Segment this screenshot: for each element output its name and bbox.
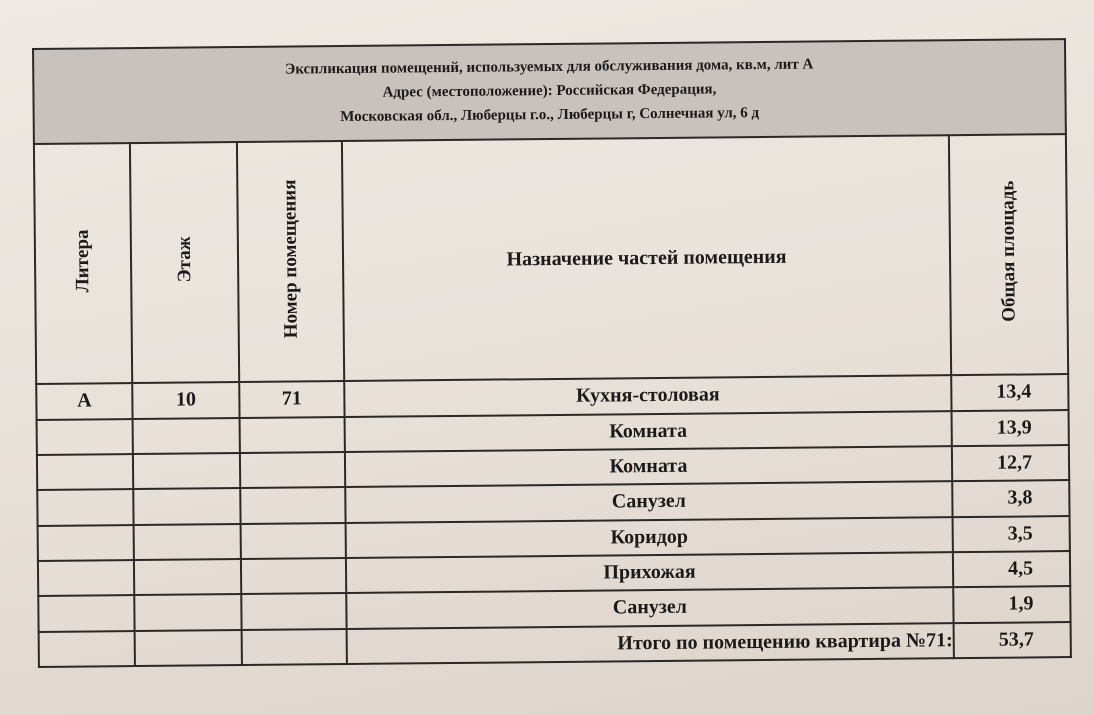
header-title: Экспликация помещений, используемых для обслуживания дома, кв.м, лит А <box>285 56 814 79</box>
cell-floor <box>133 453 240 489</box>
cell-area: 3,5 <box>953 516 1070 552</box>
column-header-litera: Литера <box>34 143 132 384</box>
cell-purpose: Прихожая <box>346 552 953 593</box>
header-location: Московская обл., Люберцы г.о., Люберцы г, Солнечная ул, 6 д <box>340 105 760 126</box>
cell-litera <box>37 489 133 525</box>
cell-litera <box>38 525 134 561</box>
cell-floor <box>134 594 241 630</box>
cell-litera <box>37 454 133 490</box>
table-header <box>33 39 1066 144</box>
cell-area: 13,4 <box>951 374 1068 410</box>
cell-room <box>240 452 345 488</box>
column-header-floor: Этаж <box>130 142 239 383</box>
cell-room <box>240 417 345 453</box>
cell-area: 1,9 <box>953 586 1070 622</box>
column-header-total-area: Общая площадь <box>949 134 1068 375</box>
cell-litera: А <box>36 383 132 419</box>
cell-area: 3,8 <box>952 480 1069 516</box>
cell-area: 4,5 <box>953 551 1070 587</box>
cell-purpose: Коридор <box>346 517 953 558</box>
cell-purpose: Санузел <box>345 481 952 522</box>
column-header-purpose: Назначение частей помещения <box>342 135 951 381</box>
cell-purpose: Комната <box>345 411 952 452</box>
cell-area: 13,9 <box>952 410 1069 446</box>
cell-empty <box>135 630 242 666</box>
cell-room <box>241 558 346 594</box>
total-label: Итого по помещению квартира №71: <box>347 623 954 664</box>
cell-empty <box>39 631 135 667</box>
cell-area: 12,7 <box>952 445 1069 481</box>
explication-table <box>32 38 1072 668</box>
header-address: Адрес (местоположение): Российская Федерация, <box>382 81 717 102</box>
cell-floor <box>134 524 241 560</box>
cell-purpose: Санузел <box>346 587 953 628</box>
cell-room <box>241 523 346 559</box>
column-header-room-number: Номер помещения <box>237 141 344 382</box>
cell-purpose: Кухня-столовая <box>344 375 951 416</box>
cell-room <box>241 593 346 629</box>
cell-floor <box>133 488 240 524</box>
cell-empty <box>242 629 347 665</box>
cell-room: 71 <box>239 381 344 417</box>
explication-sheet <box>32 38 1070 668</box>
cell-floor: 10 <box>132 382 239 418</box>
total-area: 53,7 <box>954 622 1071 659</box>
cell-litera <box>37 419 133 455</box>
cell-litera <box>38 595 134 631</box>
cell-floor <box>133 418 240 454</box>
cell-litera <box>38 560 134 596</box>
cell-purpose: Комната <box>345 446 952 487</box>
cell-floor <box>134 559 241 595</box>
cell-room <box>240 487 345 523</box>
